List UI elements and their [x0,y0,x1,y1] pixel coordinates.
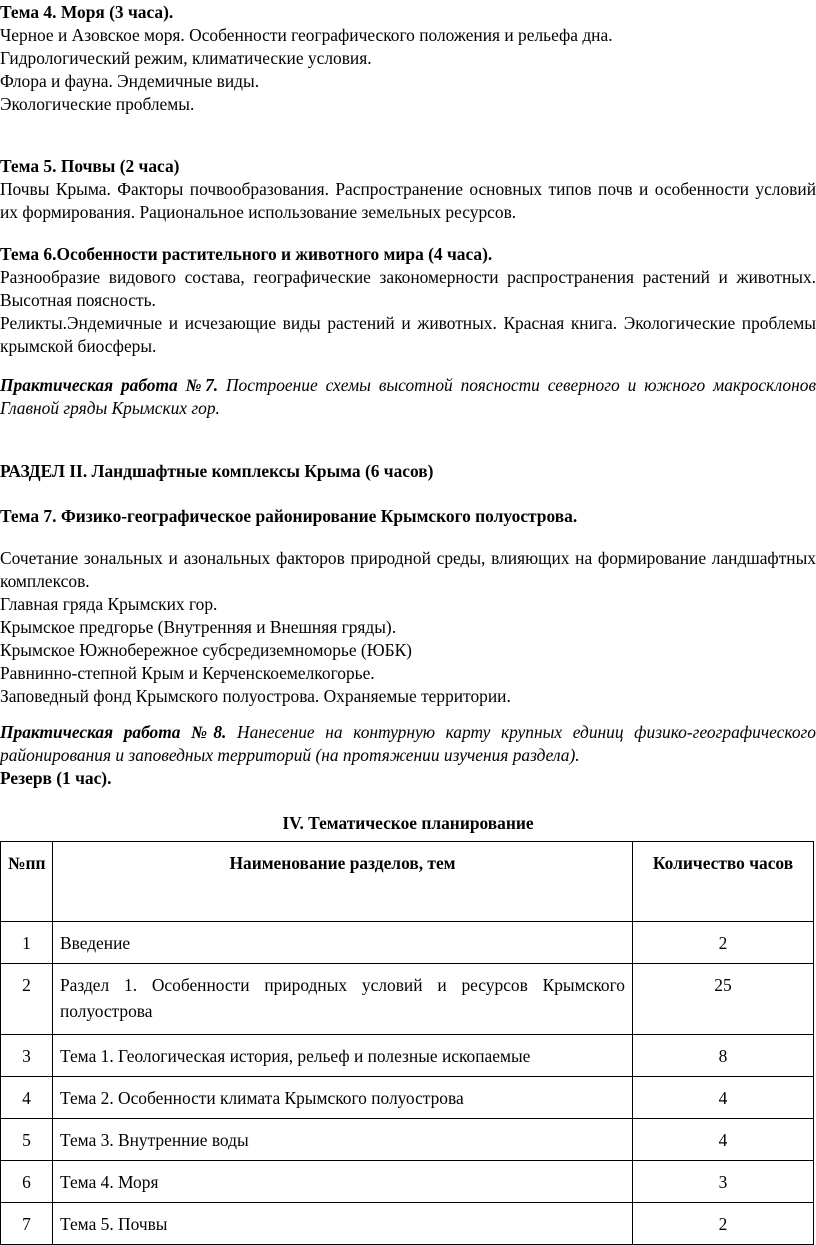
row-num: 3 [1,1035,53,1077]
table-row [1,922,814,964]
reserve-line: Резерв (1 час). [0,768,112,788]
topic7-paragraph: Сочетание зональных и азональных факторов природной среды, влияющих на формирование ландшафтных комплексов. [0,548,816,591]
topic7-line: Крымское Южнобережное субсредиземноморье (ЮБК) [0,640,412,660]
practical8-text: Нанесение на контурную карту крупных единиц физико-географического районирования и заповедных территорий (на протяжении изучения раздела). [0,722,816,765]
row-name: Тема 3. Внутренние воды [53,1119,633,1161]
row-num: 6 [1,1161,53,1203]
topic6-heading: Тема 6.Особенности растительного и животного мира (4 часа). [0,244,493,264]
row-name: Тема 5. Почвы [53,1203,633,1245]
topic5-heading: Тема 5. Почвы (2 часа) [0,156,180,176]
topic7-line: Равнинно-степной Крым и Керченскоемелкогорье. [0,663,375,683]
header-name: Наименование разделов, тем [53,842,633,922]
topic5-section [0,155,816,224]
row-num: 5 [1,1119,53,1161]
topic6-section [0,243,816,358]
header-hours: Количество часов [633,842,814,922]
row-name: Раздел 1. Особенности природных условий и ресурсов Крымского полуострова [53,964,633,1035]
topic4-line: Экологические проблемы. [0,94,195,114]
row-hours: 25 [633,964,814,1035]
table-row [1,1077,814,1119]
row-hours: 2 [633,922,814,964]
practical8-paragraph [0,721,816,767]
topic7-section [0,505,816,528]
table-row [1,964,814,1035]
topic4-line: Флора и фауна. Эндемичные виды. [0,71,260,91]
row-name: Введение [53,922,633,964]
table-row [1,1119,814,1161]
topic6-paragraph: Разнообразие видового состава, географические закономерности распространения растений и животных. Высотная поясность. [0,267,816,310]
row-name: Тема 4. Моря [53,1161,633,1203]
table-header-row [1,842,814,922]
topic4-line: Гидрологический режим, климатические условия. [0,48,372,68]
practical7-text: Построение схемы высотной поясности северного и южного макросклонов Главной гряды Крымских гор. [0,375,816,418]
row-num: 4 [1,1077,53,1119]
header-num: №пп [1,842,53,922]
practical7-section [0,374,816,420]
section2-heading-block [0,460,816,483]
topic7-line: Главная гряда Крымских гор. [0,594,218,614]
topic7-body [0,547,816,708]
practical8-section [0,721,816,790]
row-hours: 4 [633,1119,814,1161]
row-hours: 8 [633,1035,814,1077]
table-row [1,1035,814,1077]
table-row [1,1161,814,1203]
planning-title: IV. Тематическое планирование [282,813,534,833]
topic7-heading: Тема 7. Физико-географическое районирование Крымского полуострова. [0,506,578,526]
planning-title-block [0,812,816,835]
row-hours: 4 [633,1077,814,1119]
row-num: 1 [1,922,53,964]
topic5-text: Почвы Крыма. Факторы почвообразования. Распространение основных типов почв и особенности условий их формирования. Рациональное использование земельных ресурсов. [0,179,816,222]
practical8-label: Практическая работа №8. [0,722,227,742]
topic4-section [0,1,816,116]
planning-table [0,841,814,1245]
table-row [1,1203,814,1245]
topic4-heading: Тема 4. Моря (3 часа). [0,2,174,22]
row-name: Тема 1. Геологическая история, рельеф и полезные ископаемые [53,1035,633,1077]
row-hours: 2 [633,1203,814,1245]
row-hours: 3 [633,1161,814,1203]
practical7-paragraph [0,374,816,420]
topic7-line: Крымское предгорье (Внутренняя и Внешняя гряды). [0,617,397,637]
row-name: Тема 2. Особенности климата Крымского полуострова [53,1077,633,1119]
row-num: 7 [1,1203,53,1245]
section2-heading: РАЗДЕЛ II. Ландшафтные комплексы Крыма (6 часов) [0,461,434,481]
topic7-line: Заповедный фонд Крымского полуострова. Охраняемые территории. [0,686,511,706]
row-num: 2 [1,964,53,1035]
topic4-line: Черное и Азовское моря. Особенности географического положения и рельефа дна. [0,25,613,45]
topic6-paragraph: Реликты.Эндемичные и исчезающие виды растений и животных. Красная книга. Экологические проблемы крымской биосферы. [0,313,816,356]
practical7-label: Практическая работа №7. [0,375,219,395]
